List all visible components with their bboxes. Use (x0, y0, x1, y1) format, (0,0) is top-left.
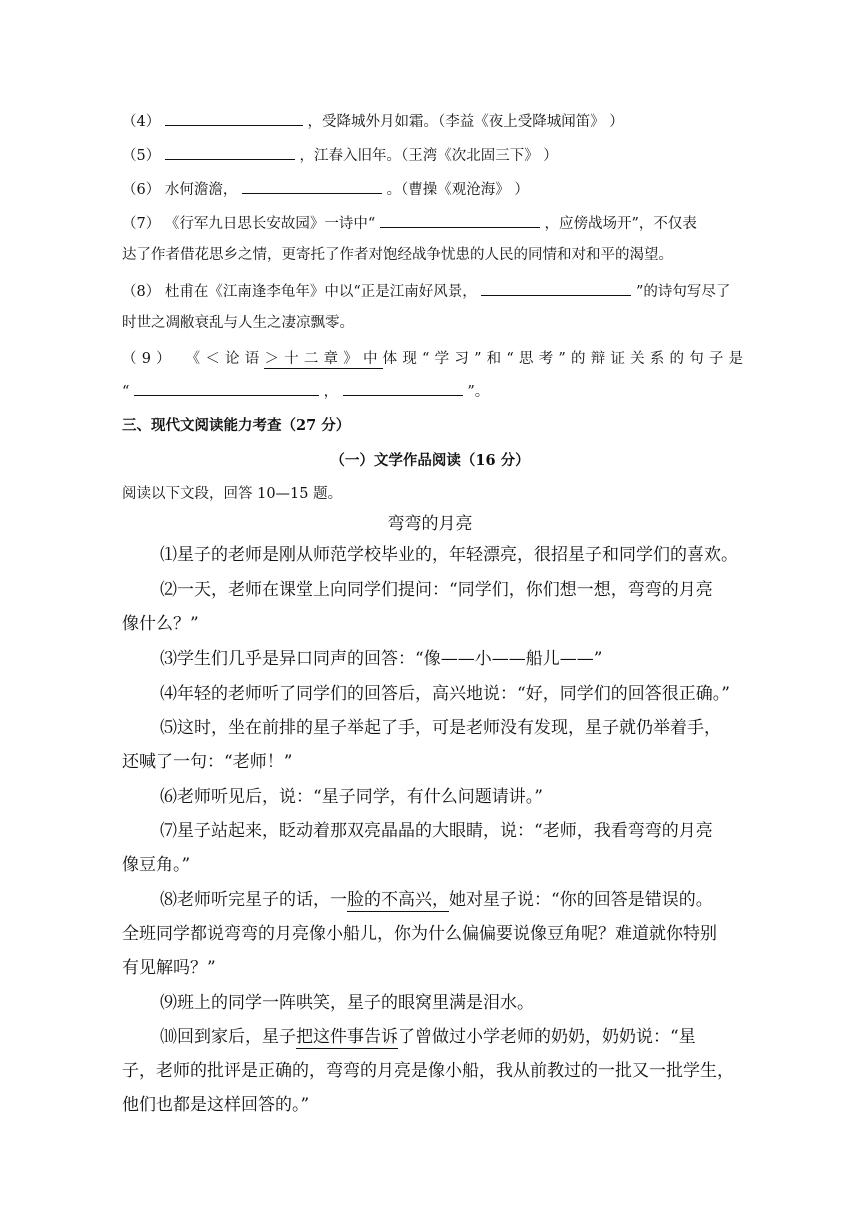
comma: ， (323, 384, 339, 400)
item-text: ，江春入旧年。（王湾《次北固三下》 ） (299, 148, 558, 164)
paragraph-text: 了曾做过小学老师的奶奶，奶奶说：“星 (398, 1027, 696, 1047)
item-number: （7） (122, 216, 161, 232)
item-text: 体现“学习”和“思考”的辩证关系的句子是 (382, 351, 749, 367)
paragraph-5-cont: 还喊了一句：“老师！” (122, 752, 293, 772)
item-text: ”的诗句写尽了 (635, 284, 731, 300)
fill-item-7-line2: 达了作者借花思乡之情，更寄托了作者对饱经战争忧患的人民的同情和对和平的渴望。 (122, 247, 673, 263)
item-number: （4） (122, 114, 161, 130)
paragraph-5: ⑸这时，坐在前排的星子举起了手，可是老师没有发现，星子就仍举着手， (160, 718, 721, 738)
fill-item-5 (122, 145, 558, 166)
underlined-text: ＞十二章》中 (264, 351, 383, 367)
paragraph-8-cont2: 有见解吗？” (122, 958, 216, 978)
paragraph-text: ⑻老师听完星子的话，一 (160, 890, 347, 910)
item-text: 。（曹操《观沧海》 ） (386, 182, 529, 198)
fill-item-9-line2 (122, 381, 489, 402)
paragraph-text: ⑽回到家后，星子 (160, 1027, 296, 1047)
fill-item-4 (122, 111, 624, 132)
paragraph-2-cont: 像什么？” (122, 614, 199, 634)
item-text: ，应傍战场开”，不仅表 (544, 216, 697, 232)
paragraph-10-cont2: 他们也都是这样回答的。” (122, 1095, 310, 1115)
answer-blank[interactable] (165, 145, 295, 160)
section-title: 三、现代文阅读能力考查（27 分） (122, 417, 351, 434)
paragraph-8 (160, 888, 713, 912)
instruction-text: 阅读以下文段，回答 10—15 题。 (122, 486, 343, 502)
answer-blank[interactable] (134, 381, 319, 396)
answer-blank[interactable] (343, 381, 463, 396)
fill-item-8-line2: 时世之凋敝衰乱与人生之凄凉飘零。 (122, 315, 354, 331)
answer-blank[interactable] (481, 281, 631, 296)
item-text: 水何澹澹， (164, 182, 238, 198)
item-text: 《行军九日思长安故园》一诗中“ (164, 216, 376, 232)
paragraph-8-cont: 全班同学都说弯弯的月亮像小船儿，你为什么偏偏要说像豆角呢？难道就你特别 (122, 924, 717, 944)
fill-item-6 (122, 179, 529, 200)
item-text: 《＜论语 (185, 351, 265, 367)
item-number: （9） (122, 351, 176, 367)
paragraph-10-cont: 子，老师的批评是正确的，弯弯的月亮是像小船，我从前教过的一批又一批学生， (122, 1061, 734, 1081)
fill-item-9 (122, 349, 748, 369)
paragraph-7: ⑺星子站起来，眨动着那双亮晶晶的大眼睛，说：“老师，我看弯弯的月亮 (160, 821, 713, 841)
paragraph-text: 她对星子说：“你的回答是错误的。 (449, 890, 713, 910)
paragraph-3: ⑶学生们几乎是异口同声的回答：“像——小——船儿——” (160, 649, 603, 669)
paragraph-9: ⑼班上的同学一阵哄笑，星子的眼窝里满是泪水。 (160, 993, 534, 1013)
item-number: （5） (122, 148, 161, 164)
paragraph-2: ⑵一天，老师在课堂上向同学们提问：“同学们，你们想一想，弯弯的月亮 (160, 580, 713, 600)
close-quote: ”。 (467, 384, 490, 400)
fill-item-8 (122, 281, 730, 302)
item-text: ，受降城外月如霜。（李益《夜上受降城闻笛》 ） (307, 114, 624, 130)
paragraph-1: ⑴星子的老师是刚从师范学校毕业的，年轻漂亮，很招星子和同学们的喜欢。 (160, 545, 738, 565)
answer-blank[interactable] (165, 111, 303, 126)
paragraph-4: ⑷年轻的老师听了同学们的回答后，高兴地说：“好，同学们的回答很正确。” (160, 684, 730, 704)
open-quote: “ (122, 384, 130, 400)
subsection-title: （一）文学作品阅读（16 分） (330, 452, 530, 469)
paragraph-7-cont: 像豆角。” (122, 855, 191, 875)
underlined-text: 把这件事告诉 (296, 1027, 398, 1047)
story-title: 弯弯的月亮 (387, 514, 473, 534)
item-number: （6） (122, 182, 161, 198)
item-text: 杜甫在《江南逢李龟年》中以“正是江南好风景， (164, 284, 477, 300)
underlined-text: 脸的不高兴， (347, 890, 449, 910)
item-number: （8） (122, 284, 161, 300)
paragraph-10 (160, 1025, 696, 1049)
answer-blank[interactable] (380, 213, 540, 228)
fill-item-7 (122, 213, 697, 234)
paragraph-6: ⑹老师听见后，说：“星子同学，有什么问题请讲。” (160, 787, 543, 807)
answer-blank[interactable] (242, 179, 382, 194)
